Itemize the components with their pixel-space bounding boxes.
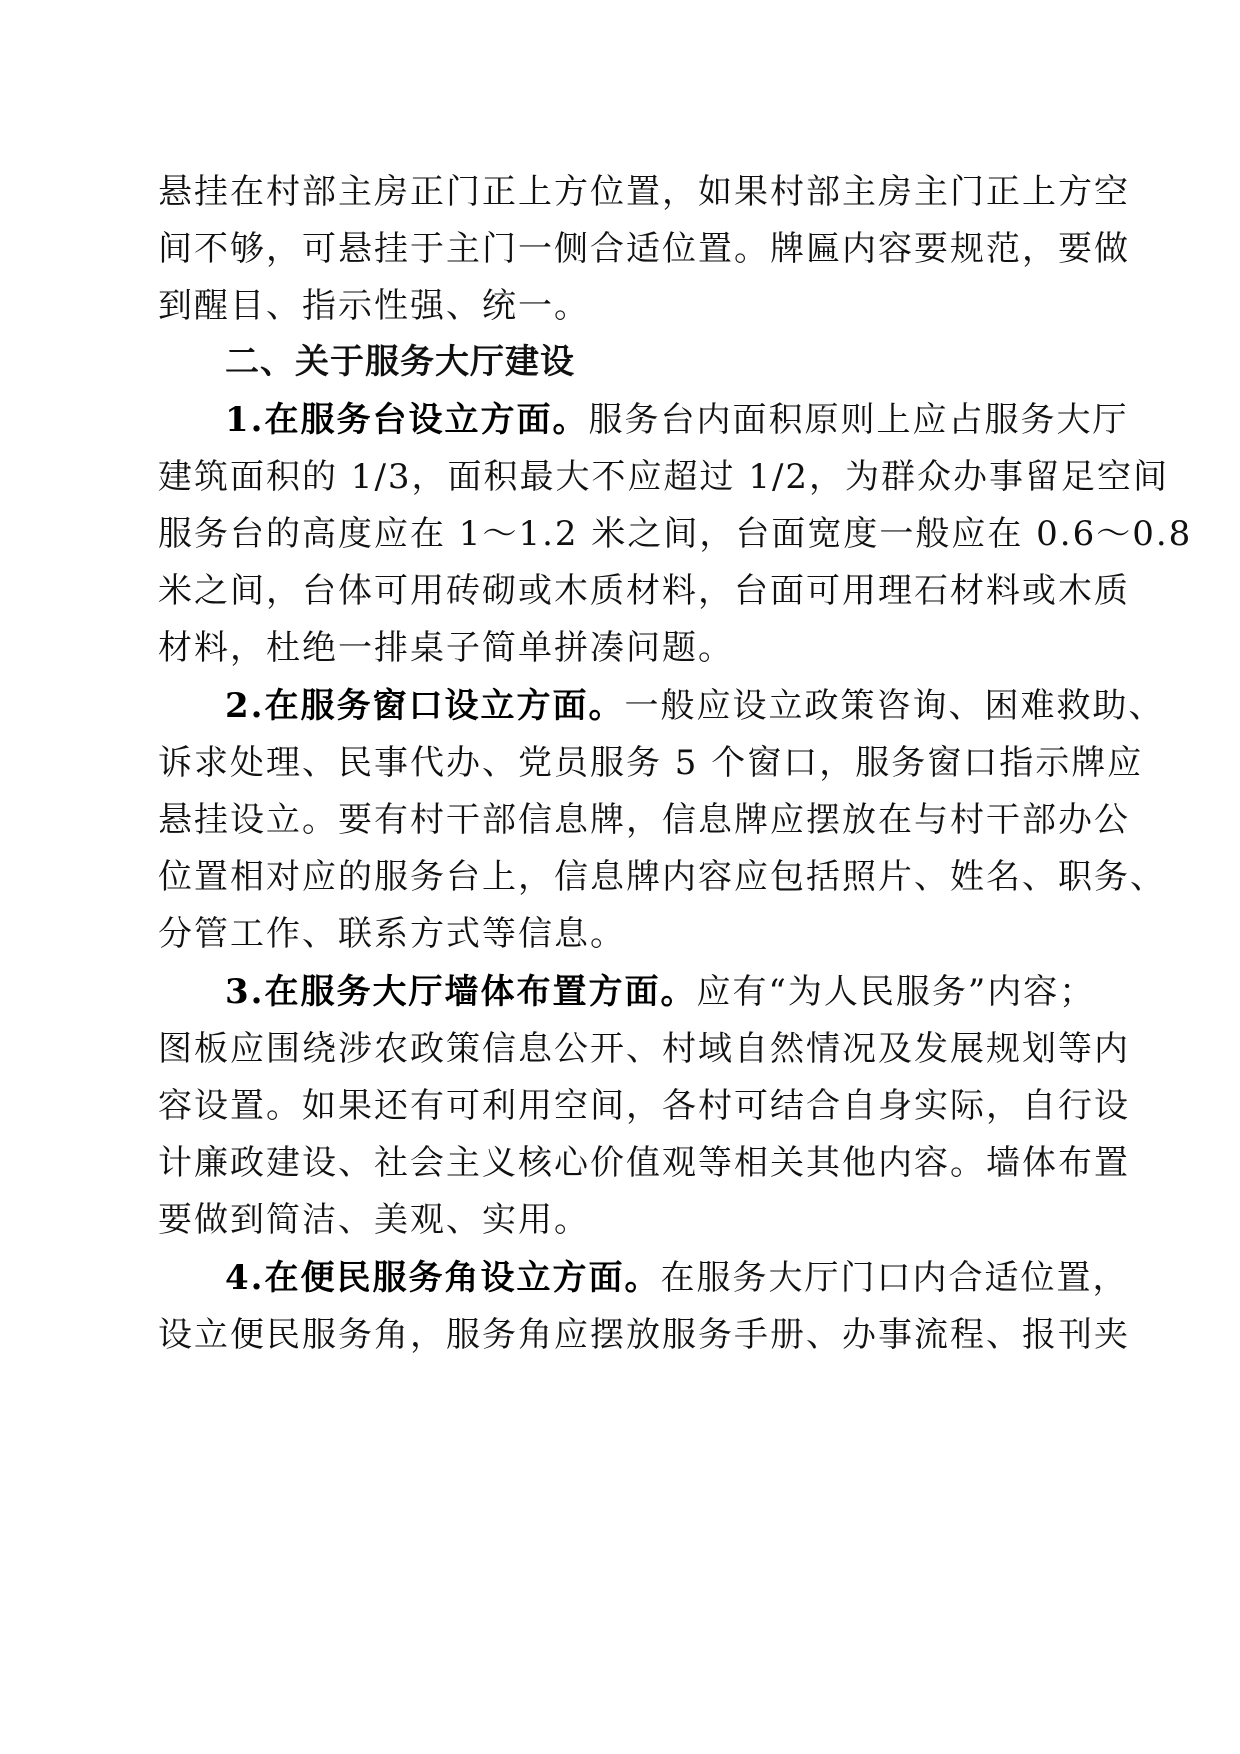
item-3-first-line (225, 968, 1155, 1016)
paragraph-line: 容设置。如果还有可利用空间，各村可结合自身实际，自行设 (158, 1086, 1130, 1126)
item-3-text: 应有“为人民服务”内容； (696, 972, 1096, 1012)
item-4-text: 在服务大厅门口内合适位置， (660, 1258, 1129, 1298)
paragraph-line: 图板应围绕涉农政策信息公开、村域自然情况及发展规划等内 (158, 1029, 1130, 1069)
paragraph-line: 诉求处理、民事代办、党员服务 5 个窗口，服务窗口指示牌应 (158, 743, 1144, 783)
paragraph-line: 要做到简洁、美观、实用。 (158, 1200, 590, 1240)
section-heading: 二、关于服务大厅建设 (225, 342, 575, 382)
item-2-first-line (225, 682, 1165, 730)
item-4-title: 4.在便民服务角设立方面。 (225, 1258, 661, 1298)
paragraph-line: 计廉政建设、社会主义核心价值观等相关其他内容。墙体布置 (158, 1143, 1130, 1183)
paragraph-line: 米之间，台体可用砖砌或木质材料，台面可用理石材料或木质 (158, 571, 1130, 611)
paragraph-line: 位置相对应的服务台上，信息牌内容应包括照片、姓名、职务、 (158, 857, 1166, 897)
paragraph-line: 材料，杜绝一排桌子简单拼凑问题。 (158, 628, 734, 668)
paragraph-line: 间不够，可悬挂于主门一侧合适位置。牌匾内容要规范，要做 (158, 229, 1130, 269)
paragraph-line: 设立便民服务角，服务角应摆放服务手册、办事流程、报刊夹 (158, 1315, 1130, 1355)
paragraph-line: 服务台的高度应在 1～1.2 米之间，台面宽度一般应在 0.6～0.8 (158, 514, 1193, 554)
paragraph-line: 分管工作、联系方式等信息。 (158, 914, 626, 954)
paragraph-line: 建筑面积的 1/3，面积最大不应超过 1/2，为群众办事留足空间 (158, 457, 1170, 497)
item-2-text: 一般应设立政策咨询、困难救助、 (624, 686, 1165, 726)
item-4-first-line (225, 1254, 1155, 1302)
paragraph-line: 悬挂设立。要有村干部信息牌，信息牌应摆放在与村干部办公 (158, 800, 1130, 840)
item-3-title: 3.在服务大厅墙体布置方面。 (225, 972, 697, 1012)
paragraph-line: 悬挂在村部主房正门正上方位置，如果村部主房主门正上方空 (158, 172, 1130, 212)
paragraph-line: 到醒目、指示性强、统一。 (158, 286, 590, 326)
item-1-text: 服务台内面积原则上应占服务大厅 (588, 400, 1129, 440)
item-2-title: 2.在服务窗口设立方面。 (225, 686, 625, 726)
item-1-title: 1.在服务台设立方面。 (225, 400, 589, 440)
item-1-first-line (225, 396, 1155, 444)
